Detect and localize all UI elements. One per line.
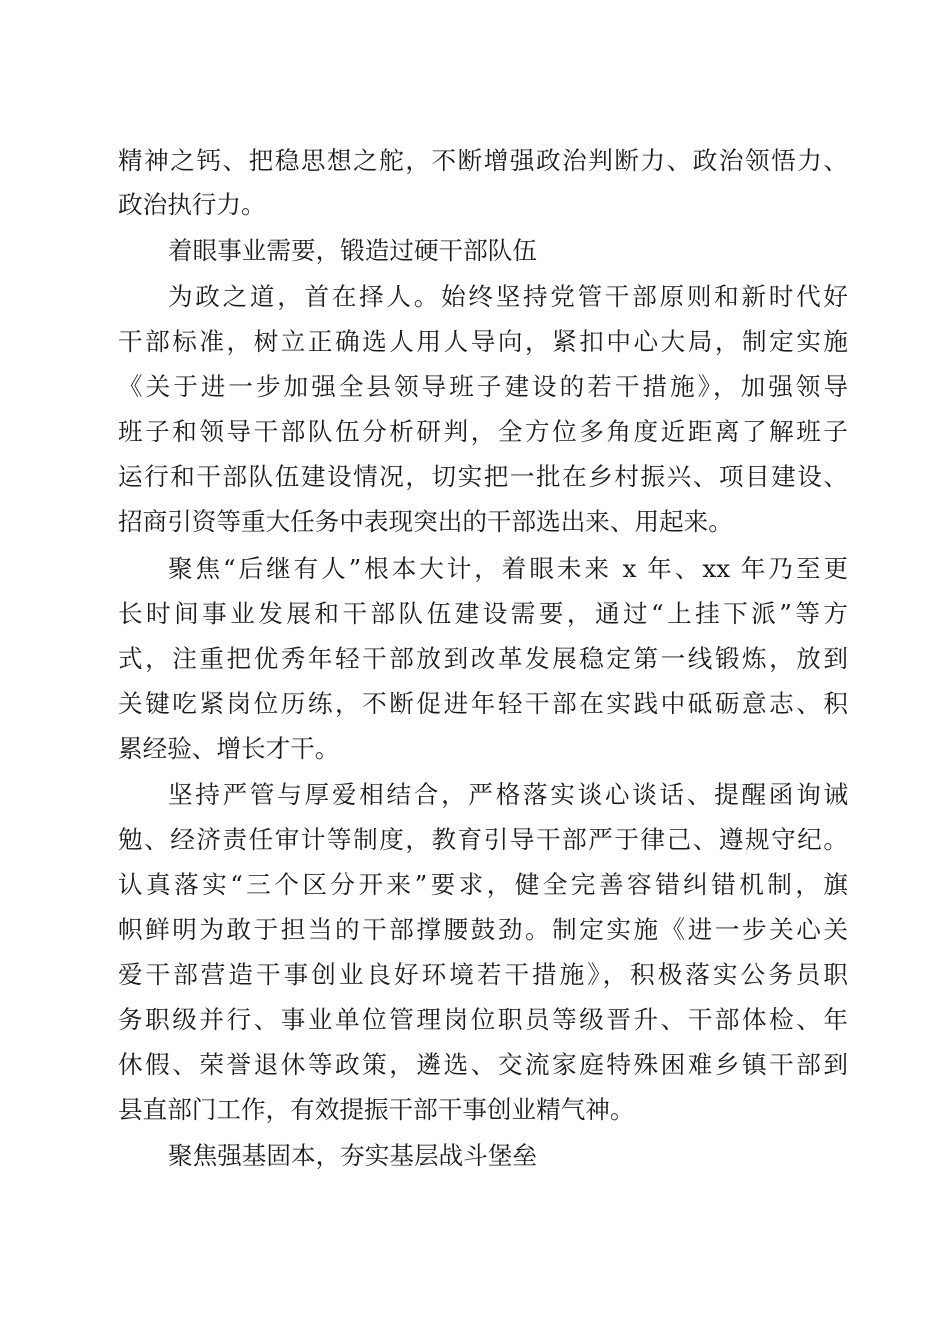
text-line: 帜鲜明为敢于担当的干部撑腰鼓劲。制定实施《进一步关心关: [118, 915, 848, 944]
text-line: 招商引资等重大任务中表现突出的干部选出来、用起来。: [118, 507, 733, 536]
text-line: 坚持严管与厚爱相结合，严格落实谈心谈话、提醒函询诫: [168, 780, 848, 809]
text-line: 《关于进一步加强全县领导班子建设的若干措施》，加强领导: [118, 372, 848, 401]
text-line: 累经验、增长才干。: [118, 734, 340, 763]
text-line: 政治执行力。: [118, 190, 266, 219]
text-line: 干部标准，树立正确选人用人导向，紧扣中心大局，制定实施: [118, 327, 848, 356]
text-line: 认真落实“三个区分开来”要求，健全完善容错纠错机制，旗: [118, 870, 848, 899]
text-line: 为政之道，首在择人。始终坚持党管干部原则和新时代好: [168, 282, 848, 311]
text-line: 运行和干部队伍建设情况，切实把一批在乡村振兴、项目建设、: [118, 462, 848, 491]
text-line: 聚焦“后继有人”根本大计，着眼未来 x 年、xx 年乃至更: [168, 554, 848, 583]
section-heading: 着眼事业需要，锻造过硬干部队伍: [168, 236, 537, 265]
text-line: 县直部门工作，有效提振干部干事创业精气神。: [118, 1095, 635, 1124]
text-line: 长时间事业发展和干部队伍建设需要，通过“上挂下派”等方: [118, 599, 848, 628]
text-line: 休假、荣誉退休等政策，遴选、交流家庭特殊困难乡镇干部到: [118, 1050, 848, 1079]
text-line: 班子和领导干部队伍分析研判，全方位多角度近距离了解班子: [118, 417, 848, 446]
text-line: 式，注重把优秀年轻干部放到改革发展稳定第一线锻炼，放到: [118, 644, 848, 673]
text-line: 勉、经济责任审计等制度，教育引导干部严于律己、遵规守纪。: [118, 825, 848, 854]
text-line: 务职级并行、事业单位管理岗位职员等级晋升、干部体检、年: [118, 1005, 848, 1034]
text-line: 精神之钙、把稳思想之舵，不断增强政治判断力、政治领悟力、: [118, 146, 848, 175]
section-heading: 聚焦强基固本，夯实基层战斗堡垒: [168, 1141, 537, 1170]
text-line: 爱干部营造干事创业良好环境若干措施》，积极落实公务员职: [118, 960, 848, 989]
text-line: 关键吃紧岗位历练，不断促进年轻干部在实践中砥砺意志、积: [118, 689, 848, 718]
